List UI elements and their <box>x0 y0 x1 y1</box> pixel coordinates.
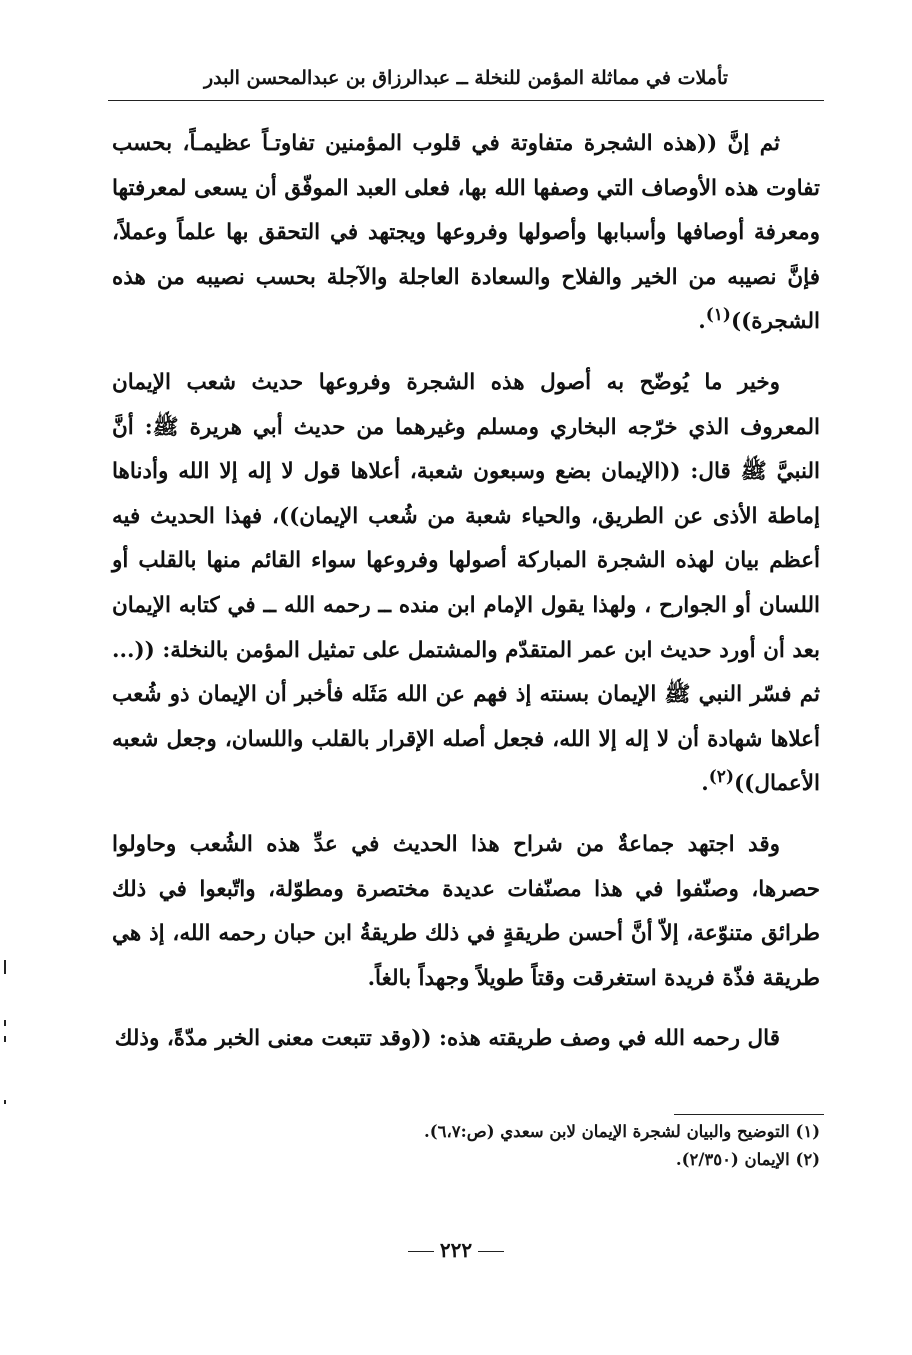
scan-mark <box>4 1100 6 1104</box>
paragraph <box>112 823 820 1001</box>
paragraph-end: . <box>698 309 706 335</box>
footnote: (١) التوضيح والبيان لشجرة الإيمان لابن سعدي (ص:٦،٧). <box>424 1122 820 1141</box>
paragraph-text: وقد اجتهد جماعةٌ من شراح هذا الحديث في عدِّ هذه الشُعب وحاولوا حصرها، وصنّفوا في هذا مصنّفات عديدة مختصرة ومطوّلة، واتّبعوا في ذلك طرائق متنوّعة، إلاّ أنَّ أحسن طريقةٍ في ذلك طريقةُ ابن حبان رحمه الله، إذ هي طريقة فذّة فريدة استغرقت وقتاً طويلاً وجهداً بالغاً. <box>112 831 820 991</box>
scan-mark <box>4 1020 6 1026</box>
footnote-reference[interactable]: (١) <box>705 305 731 326</box>
page-number <box>0 1236 912 1264</box>
paragraph-end: . <box>701 771 709 797</box>
scan-mark <box>4 1036 6 1042</box>
header-divider <box>108 100 824 101</box>
paragraph <box>112 1017 820 1062</box>
paragraph-text: قال رحمه الله في وصف طريقته هذه: ((وقد تتبعت معنى الخبر مدّةً، وذلك <box>114 1026 780 1052</box>
footnote-divider <box>674 1114 824 1115</box>
paragraph-text: وخير ما يُوضّح به أصول هذه الشجرة وفروعها حديث شعب الإيمان المعروف الذي خرّجه البخاري ومسلم وغيرهما من حديث أبي هريرة ﷺ: أنَّ النبيَّ ﷺ قال: ((الإيمان بضع وسبعون شعبة، أعلاها قول لا إله إلا الله وأدناها إماطة الأذى عن الطريق، والحياء شعبة من شُعب الإيمان))، فهذا الحديث فيه أعظم بيان لهذه الشجرة المباركة أصولها وفروعها سواء القائم منها بالقلب أو اللسان أو الجوارح ، ولهذا يقول الإمام ابن منده ــ رحمه الله ــ في كتابه الإيمان بعد أن أورد حديث ابن عمر المتقدّم والمشتمل على تمثيل المؤمن بالنخلة: ((... ثم فسّر النبي ﷺ الإيمان بسنته إذ فهم عن الله مَثَله فأخبر أن الإيمان ذو شُعب أعلاها شهادة أن لا إله إلا الله، فجعل أصله الإقرار بالقلب واللسان، وجعل شعبه الأعمال)) <box>112 369 820 797</box>
page-number-value: ٢٢٢ <box>439 1238 473 1262</box>
footnote: (٢) الإيمان (٢/٣٥٠). <box>675 1150 820 1169</box>
paragraph <box>112 122 820 345</box>
paragraph <box>112 361 820 807</box>
dash-right <box>408 1251 434 1252</box>
footnote-reference[interactable]: (٢) <box>708 767 734 788</box>
scan-mark <box>4 960 6 974</box>
main-text <box>112 122 820 1062</box>
dash-left <box>478 1251 504 1252</box>
running-header: تأملات في مماثلة المؤمن للنخلة ــ عبدالرزاق بن عبدالمحسن البدر <box>203 67 729 89</box>
scan-edge-marks <box>0 960 12 1110</box>
paragraph-text: ثم إنَّ ((هذه الشجرة متفاوتة في قلوب المؤمنين تفاوتـاً عظيمـاً، بحسب تفاوت هذه الأوصاف التي وصفها الله بها، فعلى العبد الموفّق أن يسعى لمعرفتها ومعرفة أوصافها وأسبابها وأصولها وفروعها ويجتهد في التحقق بها علماً وعملاً، فإنَّ نصيبه من الخير والفلاح والسعادة العاجلة والآجلة بحسب نصيبه من هذه الشجرة)) <box>112 131 820 335</box>
footnotes <box>112 1118 820 1174</box>
